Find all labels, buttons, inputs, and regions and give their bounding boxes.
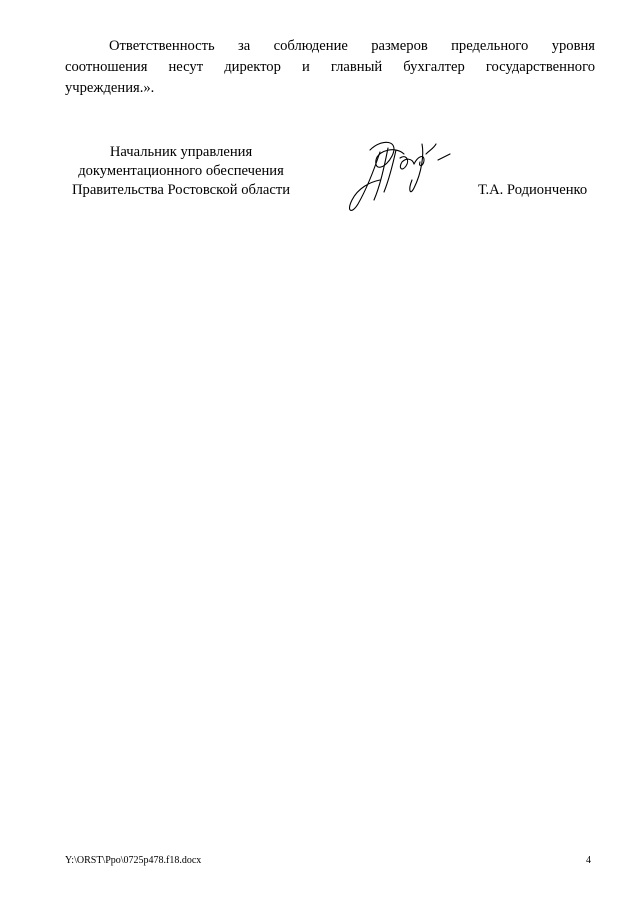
paragraph-line-3: учреждения.». xyxy=(65,80,155,96)
paragraph-line-1: Ответственность за соблюдение размеров предельного уровня xyxy=(109,38,595,54)
signer-position-line-2: документационного обеспечения xyxy=(78,163,284,179)
signer-name: Т.А. Родионченко xyxy=(478,182,588,198)
signer-position-line-1: Начальник управления xyxy=(109,144,253,160)
handwritten-signature xyxy=(340,130,455,220)
footer-file-path: Y:\ORST\Ppo\0725p478.f18.docx xyxy=(65,855,202,866)
paragraph-line-2: соотношения несут директор и главный бухгалтер государственного xyxy=(65,59,595,75)
body-paragraph xyxy=(65,36,595,99)
signer-position-line-3: Правительства Ростовской области xyxy=(71,182,291,198)
page-number: 4 xyxy=(586,855,591,866)
signer-position xyxy=(65,143,297,200)
